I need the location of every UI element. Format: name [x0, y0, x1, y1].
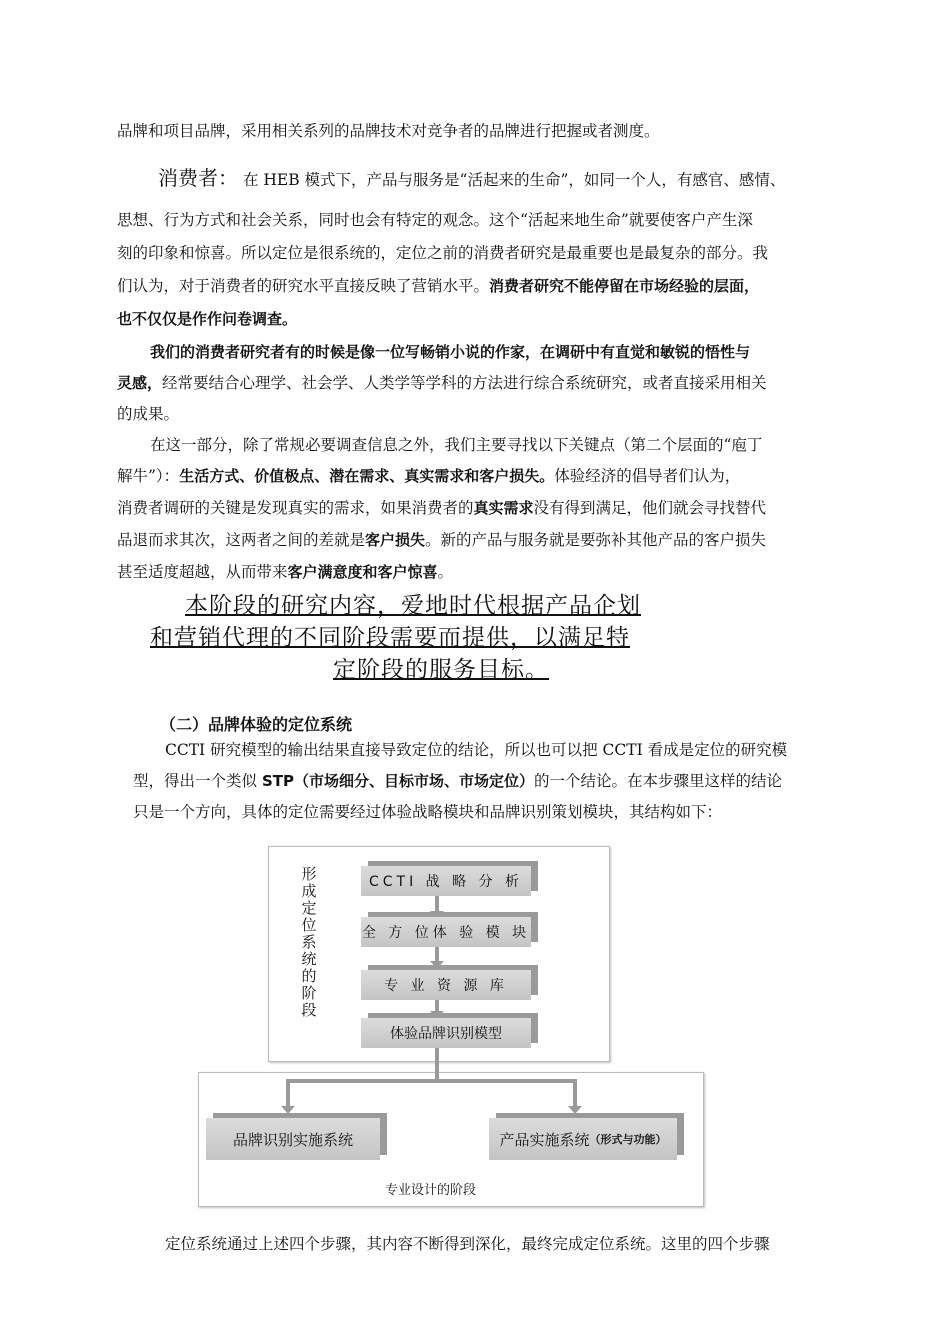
- text-line: 刻的印象和惊喜。所以定位是很系统的，定位之前的消费者研究是最重要也是最复杂的部分。我: [117, 244, 769, 262]
- bold-span: 真实需求: [473, 499, 534, 517]
- bold-span: 消费者研究不能停留在市场经验的层面，: [489, 277, 760, 295]
- highlight-line: 定阶段的服务目标。: [333, 657, 549, 683]
- consumer-line: [158, 165, 785, 193]
- connector: [286, 1079, 290, 1109]
- text-span: 。: [437, 563, 454, 581]
- text-line: [117, 370, 767, 396]
- text-line: 品牌和项目品牌，采用相关系列的品牌技术对竞争者的品牌进行把握或者测度。: [117, 122, 660, 140]
- text-line: 只是一个方向，具体的定位需要经过体验战略模块和品牌识别策划模块，其结构如下：: [133, 803, 723, 821]
- text-line: [133, 768, 782, 794]
- text-line: CCTI 研究模型的输出结果直接导致定位的结论，所以也可以把 CCTI 看成是定位的研究模: [165, 741, 788, 759]
- text-line: 在这一部分，除了常规必要调查信息之外，我们主要寻找以下关键点（第二个层面的“庖丁: [150, 436, 763, 454]
- consumer-label: 消费者: [158, 166, 218, 190]
- text-span: 在 HEB 模式下，产品与服务是“活起来的生命”，如同一个人，有感官、感情、: [242, 171, 786, 189]
- consumer-colon: ：: [218, 166, 238, 190]
- box-brand-identity-system: 品牌识别实施系统: [206, 1118, 380, 1160]
- connector: [435, 945, 439, 961]
- connector: [573, 1079, 577, 1109]
- text-line: [117, 273, 759, 299]
- arrow-down-icon: [430, 961, 444, 969]
- box-label: 产品实施系统: [499, 1130, 590, 1149]
- highlight-line: 和营销代理的不同阶段需要而提供，以满足特: [150, 625, 630, 651]
- bold-span: 生活方式、价值极点、潜在需求、真实需求和客户损失。: [179, 467, 555, 485]
- text-span: 品退而求其次，这两者之间的差就是: [117, 531, 366, 549]
- text-span: 没有得到满足，他们就会寻找替代: [533, 499, 767, 517]
- text-line: 我们的消费者研究者有的时候是像一位写畅销小说的作家，在调研中有直觉和敏锐的悟性与: [150, 343, 751, 361]
- text-span: 体验经济的倡导者们认为，: [554, 467, 741, 485]
- text-line: [117, 527, 766, 553]
- arrow-down-icon: [568, 1106, 582, 1114]
- highlight-line: 本阶段的研究内容，爱地时代根据产品企划: [185, 593, 641, 619]
- horizontal-connector: [286, 1079, 577, 1083]
- text-span: 的一个结论。在本步骤里这样的结论: [533, 772, 782, 790]
- text-span: 。新的产品与服务就是要弥补其他产品的客户损失: [425, 531, 767, 549]
- text-span: 消费者调研的关键是发现真实的需求，如果消费者的: [117, 499, 474, 517]
- section-title: （二）品牌体验的定位系统: [160, 715, 353, 734]
- text-line: 的成果。: [117, 405, 180, 423]
- bold-span: 客户损失: [365, 531, 426, 549]
- text-span: 型，得出一个类似: [133, 772, 262, 790]
- text-line: 定位系统通过上述四个步骤，其内容不断得到深化，最终完成定位系统。这里的四个步骤: [165, 1235, 770, 1253]
- box-experience-module: 全 方 位体 验 模 块: [361, 917, 531, 947]
- box-ccti-analysis: CCTI 战 略 分 析: [361, 866, 531, 896]
- bold-span: STP（市场细分、目标市场、市场定位）: [261, 772, 534, 790]
- text-line: [117, 495, 766, 521]
- box-product-system: [489, 1118, 677, 1160]
- text-span: 经常要结合心理学、社会学、人类学等学科的方法进行综合系统研究，或者直接采用相关: [162, 374, 767, 392]
- arrow-down-icon: [281, 1106, 295, 1114]
- stage-label-vertical: 形成定位系统的阶段: [301, 865, 317, 1019]
- box-sublabel: （形式与功能）: [589, 1133, 667, 1146]
- bold-span: 客户满意度和客户惊喜: [287, 563, 438, 581]
- text-span: 解牛”）：: [117, 467, 180, 485]
- text-line: 思想、行为方式和社会关系，同时也会有特定的观念。这个“活起来地生命”就要使客户产生深: [117, 211, 753, 229]
- box-resource-library: 专 业 资 源 库: [361, 970, 531, 1000]
- text-span: 甚至适度超越，从而带来: [117, 563, 288, 581]
- text-line: [117, 559, 453, 585]
- stage-label-bottom: 专业设计的阶段: [385, 1183, 477, 1198]
- text-line: 也不仅仅是作作问卷调查。: [117, 310, 298, 328]
- text-line: [117, 463, 740, 489]
- box-brand-identity-model: 体验品牌识别模型: [361, 1018, 531, 1048]
- connector: [435, 1048, 439, 1082]
- text-span: 们认为，对于消费者的研究水平直接反映了营销水平。: [117, 277, 490, 295]
- bold-span: 灵感，: [117, 374, 163, 392]
- connector: [435, 895, 439, 911]
